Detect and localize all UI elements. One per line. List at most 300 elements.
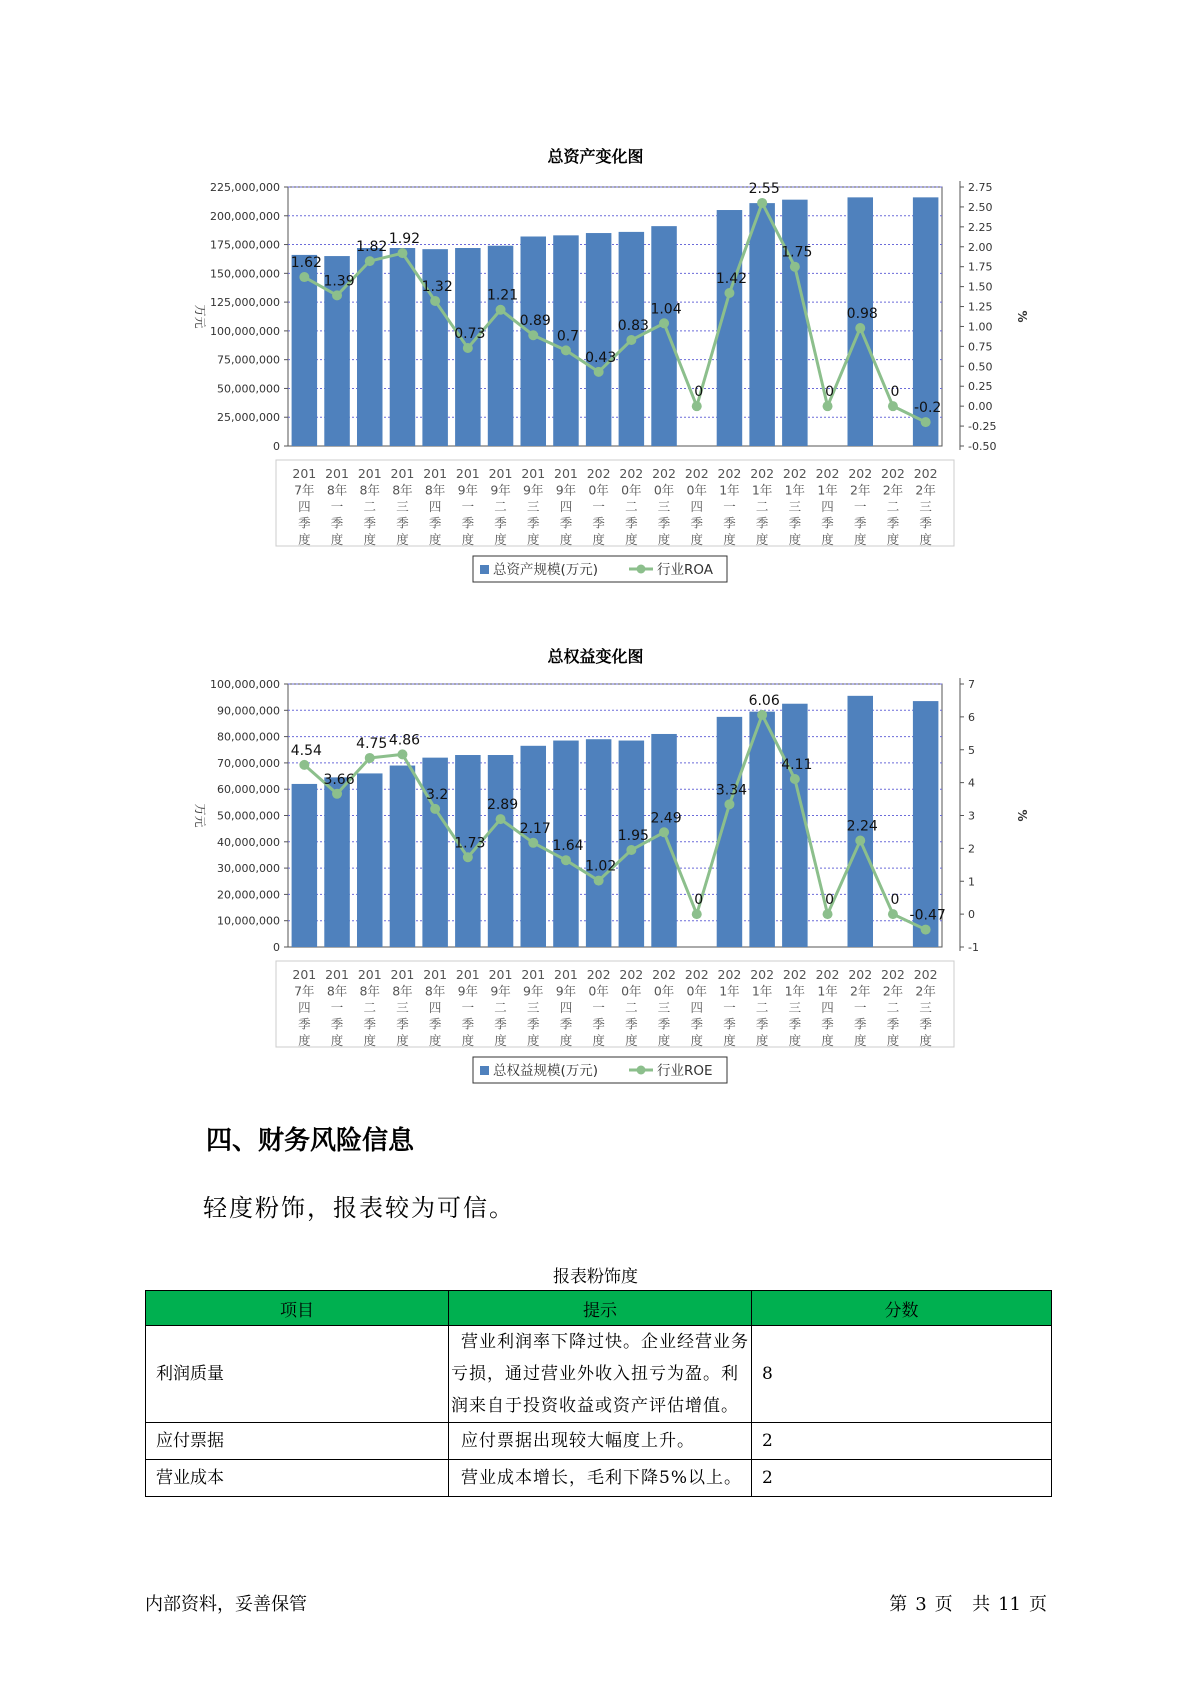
data-label: 1.92 <box>388 231 421 248</box>
x-tick-label: 202 <box>684 466 709 481</box>
x-tick-label: 季 <box>428 515 442 531</box>
x-tick-label: 一 <box>461 499 475 514</box>
y2-tick-label: 0 <box>968 908 975 922</box>
data-label: 4.11 <box>781 757 813 774</box>
x-tick-label: 度 <box>494 532 507 547</box>
x-tick-label: 度 <box>657 1033 671 1048</box>
x-tick-label: 201 <box>357 967 382 982</box>
x-tick-label: 0年 <box>653 482 675 498</box>
line-point <box>496 814 506 824</box>
y-tick-label: 75,000,000 <box>217 353 280 367</box>
x-tick-label: 度 <box>886 532 900 547</box>
x-tick-label: 一 <box>723 499 736 514</box>
legend-bar-swatch <box>480 565 489 574</box>
x-tick-label: 季 <box>788 515 802 531</box>
x-tick-label: 一 <box>592 1000 605 1015</box>
x-tick-label: 度 <box>461 532 475 547</box>
data-label: 6.06 <box>748 692 780 709</box>
x-tick-label: 7年 <box>294 983 315 999</box>
x-tick-label: 二 <box>494 499 507 514</box>
y2-tick-label: 2.50 <box>968 200 993 214</box>
y2-tick-label: 4 <box>968 776 975 790</box>
x-tick-label: 1年 <box>817 482 838 498</box>
row-score: 2 <box>752 1460 1052 1497</box>
x-tick-label: 1年 <box>784 983 806 999</box>
x-tick-label: 度 <box>494 1033 507 1048</box>
x-tick-label: 季 <box>298 1016 311 1032</box>
x-tick-label: 四 <box>428 499 442 514</box>
y2-tick-label: 1 <box>968 875 975 889</box>
x-tick-label: 三 <box>788 1000 802 1015</box>
x-tick-label: 8年 <box>359 482 380 498</box>
x-tick-label: 202 <box>782 967 807 982</box>
row-item: 应付票据 <box>146 1423 449 1460</box>
data-label: 0 <box>890 384 900 401</box>
row-score: 2 <box>752 1423 1052 1460</box>
x-tick-label: 度 <box>919 532 932 547</box>
y2-tick-label: -0.25 <box>968 420 997 434</box>
x-tick-label: 季 <box>396 1016 409 1032</box>
line-point <box>855 323 865 333</box>
line-point <box>594 876 604 886</box>
x-tick-label: 2年 <box>882 983 904 999</box>
x-tick-label: 度 <box>723 532 736 547</box>
x-tick-label: 度 <box>788 1033 802 1048</box>
x-tick-label: 202 <box>881 466 905 481</box>
x-tick-label: 202 <box>652 466 676 481</box>
x-tick-label: 度 <box>559 532 573 547</box>
x-tick-label: 四 <box>690 1000 704 1015</box>
x-tick-label: 201 <box>325 466 349 481</box>
line-point <box>626 845 636 855</box>
total-prefix: 共 <box>972 1594 991 1615</box>
bar <box>749 712 775 947</box>
data-label: 0 <box>694 892 704 909</box>
row-score: 8 <box>752 1326 1052 1423</box>
data-label: 0.98 <box>846 306 878 323</box>
x-tick-label: 四 <box>821 499 834 514</box>
x-tick-label: 度 <box>396 1033 409 1048</box>
x-tick-label: 季 <box>821 515 834 531</box>
x-tick-label: 1年 <box>719 482 740 498</box>
x-tick-label: 201 <box>423 967 448 982</box>
x-tick-label: 8年 <box>424 983 446 999</box>
y2-tick-label: 1.25 <box>968 300 993 314</box>
x-tick-label: 202 <box>881 967 905 982</box>
line-point <box>659 827 669 837</box>
x-tick-label: 9年 <box>490 482 511 498</box>
x-tick-label: 201 <box>292 967 317 982</box>
data-label: 0 <box>890 892 900 909</box>
header-item: 项目 <box>146 1291 449 1326</box>
x-tick-label: 度 <box>919 1033 932 1048</box>
line-point <box>365 753 375 763</box>
x-tick-label: 度 <box>788 532 802 547</box>
x-tick-label: 二 <box>494 1000 507 1015</box>
x-tick-label: 度 <box>526 532 540 547</box>
data-label: 1.32 <box>421 278 453 295</box>
line-point <box>561 345 571 355</box>
data-label: 0.83 <box>617 318 649 335</box>
line-point <box>757 198 767 208</box>
x-tick-label: 季 <box>330 515 344 531</box>
y-tick-label: 50,000,000 <box>217 382 280 396</box>
y-tick-label: 100,000,000 <box>210 678 280 691</box>
x-tick-label: 一 <box>330 499 344 514</box>
x-tick-label: 二 <box>363 499 377 514</box>
x-tick-label: 季 <box>853 1016 867 1032</box>
x-tick-label: 三 <box>919 499 932 514</box>
x-tick-label: 202 <box>652 967 676 982</box>
section-heading: 四、财务风险信息 <box>206 1126 415 1156</box>
x-tick-label: 二 <box>363 1000 377 1015</box>
x-tick-label: 度 <box>526 1033 540 1048</box>
page-total: 11 <box>998 1594 1021 1615</box>
x-tick-label: 202 <box>684 967 709 982</box>
line-point <box>299 760 309 770</box>
x-tick-label: 季 <box>363 1016 377 1032</box>
bar <box>782 704 808 947</box>
legend-bar-swatch <box>480 1066 489 1075</box>
data-label: 1.82 <box>356 239 388 256</box>
x-tick-label: 202 <box>586 967 611 982</box>
x-tick-label: 度 <box>363 532 377 547</box>
x-tick-label: 202 <box>586 466 611 481</box>
data-label: 1.62 <box>290 255 322 272</box>
x-tick-label: 季 <box>886 515 900 531</box>
y2-tick-label: -0.50 <box>968 440 997 453</box>
x-tick-label: 四 <box>428 1000 442 1015</box>
bar <box>292 784 318 947</box>
line-point <box>790 262 800 272</box>
page-prefix: 第 <box>889 1594 908 1615</box>
x-tick-label: 季 <box>886 1016 900 1032</box>
bar <box>782 200 808 446</box>
x-tick-label: 202 <box>913 466 938 481</box>
footer-page-number <box>885 1590 1051 1616</box>
x-tick-label: 季 <box>625 515 638 531</box>
x-tick-label: 四 <box>821 1000 834 1015</box>
line-point <box>724 288 734 298</box>
data-label: 1.02 <box>585 858 617 875</box>
legend-bar-label: 总权益规模(万元) <box>493 1063 599 1079</box>
x-tick-label: 季 <box>494 1016 507 1032</box>
x-tick-label: 一 <box>853 499 867 514</box>
x-tick-label: 202 <box>782 466 807 481</box>
x-tick-label: 季 <box>853 515 867 531</box>
x-tick-label: 季 <box>788 1016 802 1032</box>
y-axis-label: 万元 <box>193 803 207 828</box>
x-tick-label: 9年 <box>457 482 479 498</box>
risk-summary: 轻度粉饰，报表较为可信。 <box>203 1194 515 1222</box>
y-tick-label: 70,000,000 <box>217 756 280 770</box>
x-tick-label: 季 <box>821 1016 834 1032</box>
x-tick-label: 201 <box>455 967 480 982</box>
x-tick-label: 季 <box>461 1016 475 1032</box>
x-tick-label: 度 <box>559 1033 573 1048</box>
x-tick-label: 9年 <box>457 983 479 999</box>
x-tick-label: 202 <box>913 967 938 982</box>
y-tick-label: 20,000,000 <box>217 888 280 902</box>
line-point <box>594 367 604 377</box>
x-tick-label: 三 <box>396 1000 409 1015</box>
x-tick-label: 一 <box>461 1000 475 1015</box>
y2-tick-label: 1.75 <box>968 260 993 274</box>
x-tick-label: 季 <box>461 515 475 531</box>
table-caption: 报表粉饰度 <box>553 1267 638 1287</box>
line-point <box>332 290 342 300</box>
x-tick-label: 度 <box>363 1033 377 1048</box>
data-label: 0 <box>694 384 704 401</box>
data-label: 2.55 <box>748 180 780 197</box>
x-tick-label: 度 <box>755 1033 769 1048</box>
x-tick-label: 季 <box>625 1016 638 1032</box>
line-point <box>528 838 538 848</box>
x-tick-label: 季 <box>526 1016 540 1032</box>
table-row <box>146 1326 1052 1423</box>
line-point <box>561 855 571 865</box>
x-tick-label: 度 <box>625 532 638 547</box>
x-tick-label: 0年 <box>621 482 642 498</box>
x-tick-label: 1年 <box>751 983 773 999</box>
x-tick-label: 三 <box>526 1000 540 1015</box>
plot-area <box>288 684 942 947</box>
x-tick-label: 8年 <box>326 482 348 498</box>
line-point <box>332 789 342 799</box>
x-tick-label: 季 <box>723 1016 736 1032</box>
data-label: 0.7 <box>556 328 580 345</box>
y2-tick-label: 0.25 <box>968 380 993 394</box>
x-tick-label: 度 <box>723 1033 736 1048</box>
y2-tick-label: 2.75 <box>968 181 993 194</box>
y-axis-label: 万元 <box>193 304 207 329</box>
x-tick-label: 季 <box>755 515 769 531</box>
x-tick-label: 202 <box>619 466 644 481</box>
line-point <box>496 305 506 315</box>
bar <box>749 203 775 446</box>
chart-title-assets: 总资产变化图 <box>547 147 644 166</box>
y2-tick-label: 1.50 <box>968 280 993 294</box>
x-tick-label: 2年 <box>915 983 936 999</box>
x-tick-label: 季 <box>330 1016 344 1032</box>
legend-line-label: 行业ROE <box>657 1063 713 1079</box>
line-point <box>724 799 734 809</box>
line-point <box>463 343 473 353</box>
y2-tick-label: 3 <box>968 809 975 823</box>
line-point <box>823 909 833 919</box>
data-label: -0.47 <box>909 907 946 924</box>
x-tick-label: 四 <box>690 499 704 514</box>
y2-tick-label: 2 <box>968 842 975 856</box>
x-tick-label: 四 <box>559 499 573 514</box>
x-tick-label: 度 <box>821 532 834 547</box>
risk-table <box>145 1290 1052 1497</box>
data-label: 1.95 <box>617 828 649 845</box>
data-label: 1.04 <box>650 301 682 318</box>
x-tick-label: 季 <box>919 515 932 531</box>
x-tick-label: 一 <box>723 1000 736 1015</box>
x-tick-label: 二 <box>625 499 638 514</box>
x-tick-label: 季 <box>690 1016 704 1032</box>
x-tick-label: 季 <box>723 515 736 531</box>
x-tick-label: 季 <box>396 515 409 531</box>
x-tick-label: 8年 <box>392 482 413 498</box>
x-tick-label: 2年 <box>850 983 871 999</box>
y2-tick-label: 0.75 <box>968 340 993 354</box>
line-point <box>397 248 407 258</box>
y-tick-label: 80,000,000 <box>217 730 280 744</box>
x-tick-label: 0年 <box>686 983 707 999</box>
x-tick-label: 度 <box>853 532 867 547</box>
x-tick-label: 9年 <box>523 482 544 498</box>
line-point <box>430 296 440 306</box>
data-label: 1.73 <box>454 835 486 852</box>
x-tick-label: 201 <box>325 967 349 982</box>
x-tick-label: 度 <box>657 532 671 547</box>
x-tick-label: 201 <box>521 466 546 481</box>
x-tick-label: 二 <box>625 1000 638 1015</box>
equity-chart <box>0 676 1191 1096</box>
x-tick-label: 8年 <box>424 482 446 498</box>
bar <box>390 248 416 446</box>
x-tick-label: 度 <box>461 1033 475 1048</box>
x-tick-label: 一 <box>853 1000 867 1015</box>
x-tick-label: 1年 <box>784 482 806 498</box>
x-tick-label: 0年 <box>588 482 609 498</box>
x-tick-label: 季 <box>657 1016 671 1032</box>
x-tick-label: 四 <box>298 499 311 514</box>
data-label: 1.64 <box>552 838 584 855</box>
y2-tick-label: 6 <box>968 710 975 724</box>
x-tick-label: 9年 <box>523 983 544 999</box>
line-point <box>823 401 833 411</box>
line-point <box>430 804 440 814</box>
line-point <box>757 710 767 720</box>
row-tip: 营业利润率下降过快。企业经营业务亏损，通过营业外收入扭亏为盈。利润来自于投资收益或资产评估增值。 <box>449 1326 752 1423</box>
data-label: 0.89 <box>519 313 551 330</box>
x-tick-label: 季 <box>526 515 540 531</box>
x-tick-label: 2年 <box>882 482 904 498</box>
y2-tick-label: 2.00 <box>968 240 993 254</box>
x-tick-label: 202 <box>848 466 873 481</box>
x-tick-label: 二 <box>886 1000 900 1015</box>
x-tick-label: 0年 <box>621 983 642 999</box>
x-tick-label: 201 <box>390 466 415 481</box>
bar <box>586 739 612 947</box>
y-tick-label: 10,000,000 <box>217 914 280 928</box>
x-tick-label: 202 <box>750 967 775 982</box>
x-tick-label: 202 <box>815 466 840 481</box>
x-tick-label: 度 <box>396 532 409 547</box>
legend-line-label: 行业ROA <box>657 562 714 578</box>
x-tick-label: 度 <box>592 1033 605 1048</box>
bar <box>357 773 383 947</box>
y2-tick-label: -1 <box>968 941 979 954</box>
x-tick-label: 1年 <box>719 983 740 999</box>
x-tick-label: 季 <box>592 1016 605 1032</box>
x-tick-label: 8年 <box>326 983 348 999</box>
x-tick-label: 201 <box>357 466 382 481</box>
line-point <box>626 335 636 345</box>
y2-tick-label: 1.00 <box>968 320 993 334</box>
y2-axis-label: % <box>1015 809 1029 822</box>
line-point <box>692 401 702 411</box>
x-tick-label: 1年 <box>751 482 773 498</box>
x-tick-label: 度 <box>330 532 344 547</box>
page-current: 3 <box>915 1594 927 1615</box>
data-label: 2.49 <box>650 810 682 827</box>
page-unit: 页 <box>934 1594 953 1615</box>
x-tick-label: 季 <box>592 515 605 531</box>
data-label: 2.17 <box>519 820 551 837</box>
x-tick-label: 7年 <box>294 482 315 498</box>
line-point <box>659 318 669 328</box>
x-tick-label: 度 <box>886 1033 900 1048</box>
x-tick-label: 202 <box>750 466 775 481</box>
x-tick-label: 季 <box>298 515 311 531</box>
y2-tick-label: 2.25 <box>968 220 993 234</box>
y-tick-label: 0 <box>273 941 280 954</box>
data-label: 1.39 <box>323 273 355 290</box>
x-tick-label: 201 <box>488 466 513 481</box>
x-tick-label: 201 <box>455 466 480 481</box>
y-tick-label: 60,000,000 <box>217 783 280 797</box>
x-tick-label: 季 <box>657 515 671 531</box>
y2-tick-label: 0.00 <box>968 400 993 414</box>
x-tick-label: 201 <box>521 967 546 982</box>
x-tick-label: 8年 <box>392 983 413 999</box>
y-tick-label: 225,000,000 <box>210 181 280 194</box>
bar <box>357 248 383 446</box>
data-label: 1.42 <box>715 270 748 287</box>
line-point <box>692 909 702 919</box>
x-tick-label: 202 <box>619 967 644 982</box>
x-tick-label: 度 <box>690 532 704 547</box>
x-tick-label: 9年 <box>555 983 577 999</box>
data-label: 2.24 <box>846 818 878 835</box>
line-point <box>790 774 800 784</box>
data-label: 0 <box>825 892 835 909</box>
y-tick-label: 25,000,000 <box>217 411 280 425</box>
x-tick-label: 三 <box>526 499 540 514</box>
bar <box>488 246 514 446</box>
bar <box>651 734 677 947</box>
data-label: 0 <box>825 384 835 401</box>
header-score: 分数 <box>752 1291 1052 1326</box>
row-item: 利润质量 <box>146 1326 449 1423</box>
x-tick-label: 8年 <box>359 983 380 999</box>
data-label: 4.75 <box>356 735 388 752</box>
x-tick-label: 2年 <box>915 482 936 498</box>
x-tick-label: 三 <box>657 1000 671 1015</box>
x-tick-label: 0年 <box>588 983 609 999</box>
table-row <box>146 1423 1052 1460</box>
line-point <box>528 330 538 340</box>
legend-line-marker <box>637 565 646 574</box>
x-tick-label: 度 <box>298 1033 311 1048</box>
bar <box>520 236 546 446</box>
line-point <box>888 909 898 919</box>
table-row <box>146 1460 1052 1497</box>
data-label: 0.73 <box>454 325 486 342</box>
data-label: 1.75 <box>781 244 813 261</box>
x-tick-label: 度 <box>428 1033 442 1048</box>
y-tick-label: 100,000,000 <box>210 324 280 338</box>
x-tick-label: 201 <box>292 466 317 481</box>
row-tip: 营业成本增长，毛利下降5%以上。 <box>449 1460 752 1497</box>
data-label: 3.2 <box>426 786 449 803</box>
x-tick-label: 202 <box>815 967 840 982</box>
